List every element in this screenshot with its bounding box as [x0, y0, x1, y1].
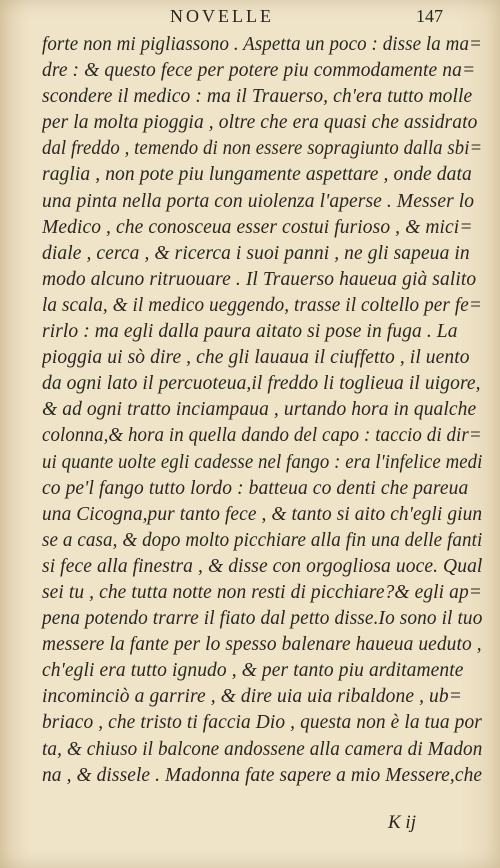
page-header: [0, 6, 500, 30]
text-line: diale , cerca , & ricerca i suoi panni , ne gli sapeua in: [42, 242, 470, 264]
text-line: scondere il medico : ma il Trauerso, ch'era tutto molle: [42, 86, 473, 108]
page-number: 147: [416, 6, 443, 26]
text-line: dal freddo , temendo di non essere sopragiunto dalla sbi=: [42, 138, 483, 160]
text-line: modo alcuno ritruouare . Il Trauerso haueua già salito: [42, 268, 477, 290]
text-line: si fece alla finestra , & disse con orgogliosa uoce. Qual: [42, 555, 482, 577]
text-line: co pe'l fango tutto lordo : batteua co denti che pareua: [42, 477, 469, 499]
text-line: na , & dissele . Madonna fate sapere a mio Messere,che: [42, 764, 483, 786]
text-line: messere la fante per lo spesso balenare haueua ueduto ,: [42, 634, 482, 656]
text-line: rirlo : ma egli dalla paura aitato si pose in fuga . La: [42, 321, 458, 343]
text-line: pioggia ui sò dire , che gli lauaua il ciuffetto , il uento: [42, 347, 470, 369]
signature-mark: K ij: [388, 812, 416, 833]
text-line: colonna,& hora in quella dando del capo : taccio di dir=: [42, 425, 482, 447]
text-line: ch'egli era tutto ignudo , & per tanto piu arditamente: [42, 660, 464, 682]
text-line: per la molta pioggia , oltre che era quasi che assidrato: [42, 112, 478, 134]
text-line: sei tu , che tutta notte non resti di picchiare?& egli ap=: [42, 581, 483, 603]
text-line: ui quante uolte egli cadesse nel fango : era l'infelice medi: [42, 451, 483, 473]
body-text: [42, 32, 482, 802]
running-title: NOVELLE: [170, 6, 274, 26]
text-line: raglia , non pote piu lungamente aspettare , onde data: [42, 164, 472, 186]
text-line: dre : & questo fece per potere piu commodamente na=: [42, 60, 476, 82]
text-line: una pinta nella porta con uiolenza l'aperse . Messer lo: [42, 190, 475, 212]
text-line: forte non mi pigliassono . Aspetta un poco : disse la ma=: [42, 34, 482, 55]
text-line: incominciò a garrire , & dire uia uia ribaldone , ub=: [42, 686, 462, 708]
text-line: una Cicogna,pur tanto fece , & tanto si aito ch'egli giun: [42, 503, 483, 525]
text-line: & ad ogni tratto inciampaua , urtando hora in qualche: [42, 399, 477, 421]
text-line: se a casa, & dopo molto picchiare alla fin una delle fanti: [42, 529, 483, 551]
text-line: da ogni lato il percuoteua,il freddo li toglieua il uigore,: [42, 373, 481, 395]
text-line: pena potendo trarre il fiato dal petto disse.Io sono il tuo: [42, 608, 483, 630]
text-line: Medico , che conosceua esser costui furioso , & mici=: [42, 216, 473, 238]
text-line: ta, & chiuso il balcone andossene alla camera di Madon: [42, 738, 483, 760]
text-line: la scala, & il medico ueggendo, trasse il coltello per fe=: [42, 294, 482, 316]
text-line: briaco , che tristo ti faccia Dio , questa non è la tua por: [42, 712, 482, 734]
